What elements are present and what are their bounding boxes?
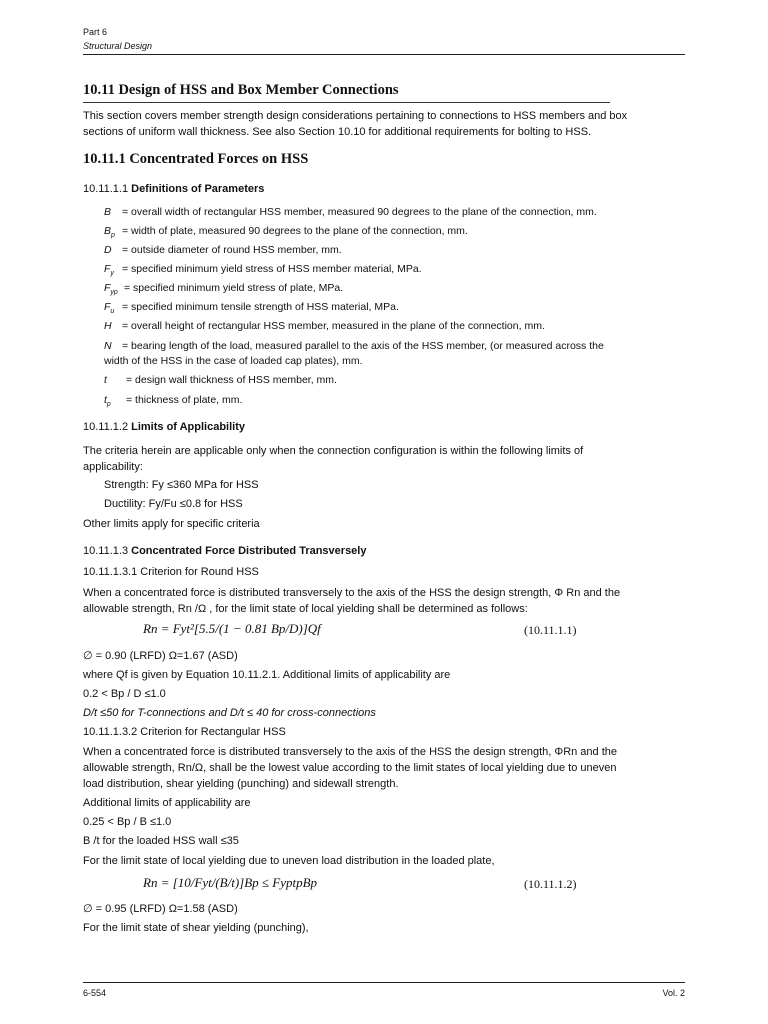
def-item-N: N = bearing length of the load, measured parallel to the axis of the HSS member, (or measured across the xyxy=(104,340,604,352)
limits-ductility: Ductility: Fy/Fu ≤0.8 for HSS xyxy=(104,498,243,510)
limits-line-1: The criteria herein are applicable only when the connection configuration is within the following limits of xyxy=(83,445,584,457)
limits-other: Other limits apply for specific criteria xyxy=(83,518,260,530)
local-yielding-text: For the limit state of local yielding due to uneven load distribution in the loaded plate, xyxy=(83,855,495,867)
round-line-2: allowable strength, Rn /Ω , for the limit state of local yielding shall be determined as follows: xyxy=(83,603,528,615)
round-hss-heading: 10.11.1.3.1 Criterion for Round HSS xyxy=(83,566,259,578)
equation-10-11-1-1: Rn = Fyt²[5.5/(1 − 0.81 Bp/D)]Qf xyxy=(143,621,321,636)
def-item-Bp: $B_p$ = width of plate, measured 90 degrees to the plane of the connection, mm. xyxy=(104,225,468,240)
def-item-t: t = design wall thickness of HSS member, mm. xyxy=(104,374,337,386)
def-item-Fu: $F_u$ = specified minimum tensile strength of HSS material, MPa. xyxy=(104,301,399,316)
rect-hss-heading: 10.11.1.3.2 Criterion for Rectangular HSS xyxy=(83,726,286,738)
def-item-tp: $t_p$ = thickness of plate, mm. xyxy=(104,394,243,409)
additional-limits: Additional limits of applicability are xyxy=(83,797,251,809)
volume-label: Vol. 2 xyxy=(662,988,685,998)
def-item-N-cont: width of the HSS in the case of loaded cap plates), mm. xyxy=(104,355,363,367)
limits-line-2: applicability: xyxy=(83,461,143,473)
section-title-rule xyxy=(83,102,610,103)
limit-b-t: B /t for the loaded HSS wall ≤35 xyxy=(83,835,239,847)
def-item-H: H = overall height of rectangular HSS member, measured in the plane of the connection, mm. xyxy=(104,320,545,332)
intro-line-1: This section covers member strength design considerations pertaining to connections to HSS members and box xyxy=(83,110,628,122)
subsection-title: 10.11.1 Concentrated Forces on HSS xyxy=(83,151,309,167)
def-item-Fyp: $F_{yp}$ = specified minimum yield stress of plate, MPa. xyxy=(104,282,344,297)
rect-line-1: When a concentrated force is distributed transversely to the axis of the HSS the design strength, ΦRn and the xyxy=(83,746,618,758)
transverse-heading: 10.11.1.3 Concentrated Force Distributed Transversely xyxy=(83,545,367,557)
where-qf: where Qf is given by Equation 10.11.2.1. Additional limits of applicability are xyxy=(83,669,451,681)
header-subtitle: Structural Design xyxy=(83,41,153,51)
def-item-B: B = overall width of rectangular HSS member, measured 90 degrees to the plane of the connection, mm. xyxy=(104,206,597,218)
header-part: Part 6 xyxy=(83,27,108,37)
limit-d-t: D/t ≤50 for T-connections and D/t ≤ 40 for cross-connections xyxy=(83,707,376,719)
definitions-heading: 10.11.1.1 Definitions of Parameters xyxy=(83,183,265,195)
rect-line-3: load distribution, shear yielding (punching) and sidewall strength. xyxy=(83,778,399,790)
rect-line-2: allowable strength, Rn/Ω, shall be the lowest value according to the limit states of local yielding due to uneven xyxy=(83,762,617,774)
header-rule xyxy=(83,54,685,55)
page-number: 6-554 xyxy=(83,988,107,998)
equation-10-11-1-2: Rn = [10/Fyt/(B/t)]Bp ≤ FyptpBp xyxy=(143,875,318,890)
section-title: 10.11 Design of HSS and Box Member Connections xyxy=(83,82,399,98)
round-line-1: When a concentrated force is distributed transversely to the axis of the HSS the design strength, Φ Rn and the xyxy=(83,587,621,599)
def-item-D: D = outside diameter of round HSS member, mm. xyxy=(104,244,342,256)
intro-line-2: sections of uniform wall thickness. See also Section 10.10 for additional requirements for bolting to HSS. xyxy=(83,126,592,138)
footer-rule xyxy=(83,982,685,983)
limits-heading: 10.11.1.2 Limits of Applicability xyxy=(83,421,246,433)
limits-strength: Strength: Fy ≤360 MPa for HSS xyxy=(104,479,259,491)
limit-bp-d: 0.2 < Bp / D ≤1.0 xyxy=(83,688,166,700)
phi-omega-1: ∅ = 0.90 (LRFD) Ω=1.67 (ASD) xyxy=(83,650,238,662)
shear-yielding-text: For the limit state of shear yielding (punching), xyxy=(83,922,309,934)
phi-omega-2: ∅ = 0.95 (LRFD) Ω=1.58 (ASD) xyxy=(83,903,238,915)
limit-bp-b: 0.25 < Bp / B ≤1.0 xyxy=(83,816,172,828)
equation-number-1: (10.11.1.1) xyxy=(524,623,577,637)
def-item-Fy: $F_y$ = specified minimum yield stress of HSS member material, MPa. xyxy=(104,263,422,278)
equation-number-2: (10.11.1.2) xyxy=(524,877,577,891)
